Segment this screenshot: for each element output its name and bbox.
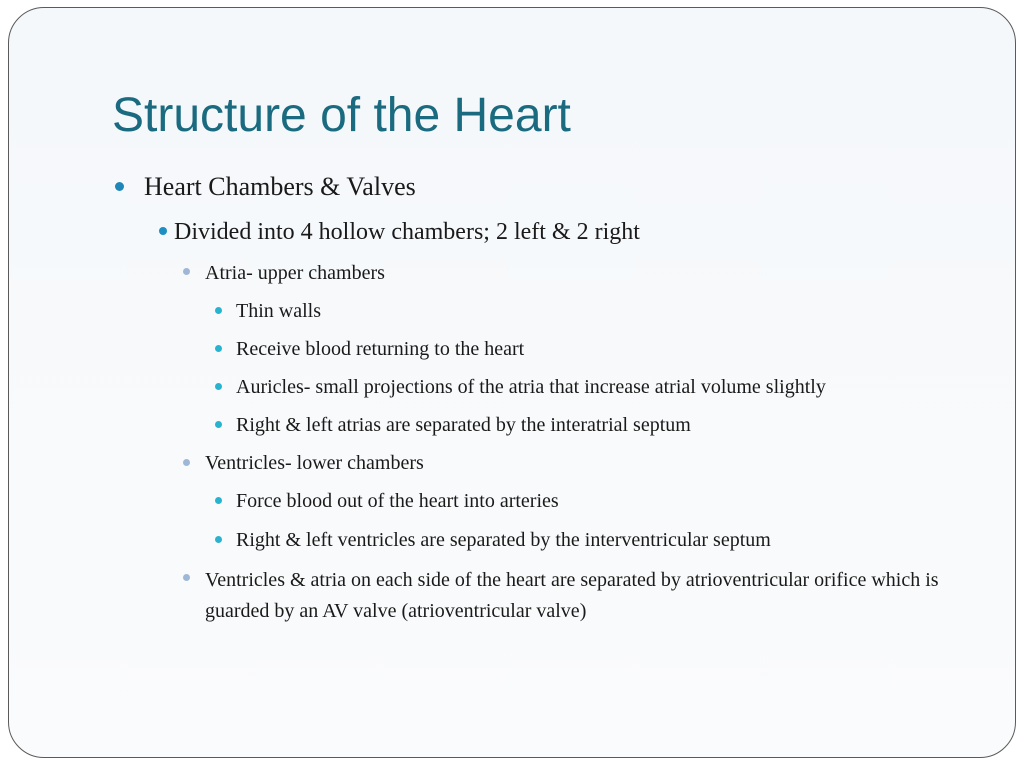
slide-title: Structure of the Heart bbox=[112, 89, 571, 142]
bullet-dot-level4 bbox=[215, 497, 222, 504]
bullet-item-auricles: Auricles- small projections of the atria that increase atrial volume slightly bbox=[236, 376, 826, 398]
bullet-dot-level3 bbox=[183, 574, 190, 581]
bullet-dot-level1 bbox=[115, 182, 124, 191]
bullet-dot-level4 bbox=[215, 383, 222, 390]
bullet-dot-level4 bbox=[215, 307, 222, 314]
bullet-item-force-blood: Force blood out of the heart into arteries bbox=[236, 490, 559, 512]
bullet-dot-level3 bbox=[183, 459, 190, 466]
bullet-item-atria: Atria- upper chambers bbox=[205, 262, 385, 284]
bullet-item-av-valve: Ventricles & atria on each side of the heart are separated by atrioventricular orifice which is guarded by an AV valve (atrioventricular valve) bbox=[205, 569, 939, 622]
bullet-item-ventricles: Ventricles- lower chambers bbox=[205, 452, 424, 474]
bullet-item-interatrial-septum: Right & left atrias are separated by the interatrial septum bbox=[236, 414, 691, 436]
bullet-dot-level4 bbox=[215, 421, 222, 428]
bullet-item-divided-chambers: Divided into 4 hollow chambers; 2 left & 2 right bbox=[174, 219, 640, 245]
bullet-dot-level3 bbox=[183, 268, 190, 275]
bullet-item-receive-blood: Receive blood returning to the heart bbox=[236, 338, 525, 360]
bullet-dot-level2 bbox=[159, 227, 167, 235]
bullet-dot-level4 bbox=[215, 345, 222, 352]
bullet-dot-level4 bbox=[215, 536, 222, 543]
bullet-item-thin-walls: Thin walls bbox=[236, 300, 321, 322]
bullet-item-interventricular-septum: Right & left ventricles are separated by the interventricular septum bbox=[236, 529, 771, 551]
bullet-item-heart-chambers: Heart Chambers & Valves bbox=[144, 172, 416, 201]
